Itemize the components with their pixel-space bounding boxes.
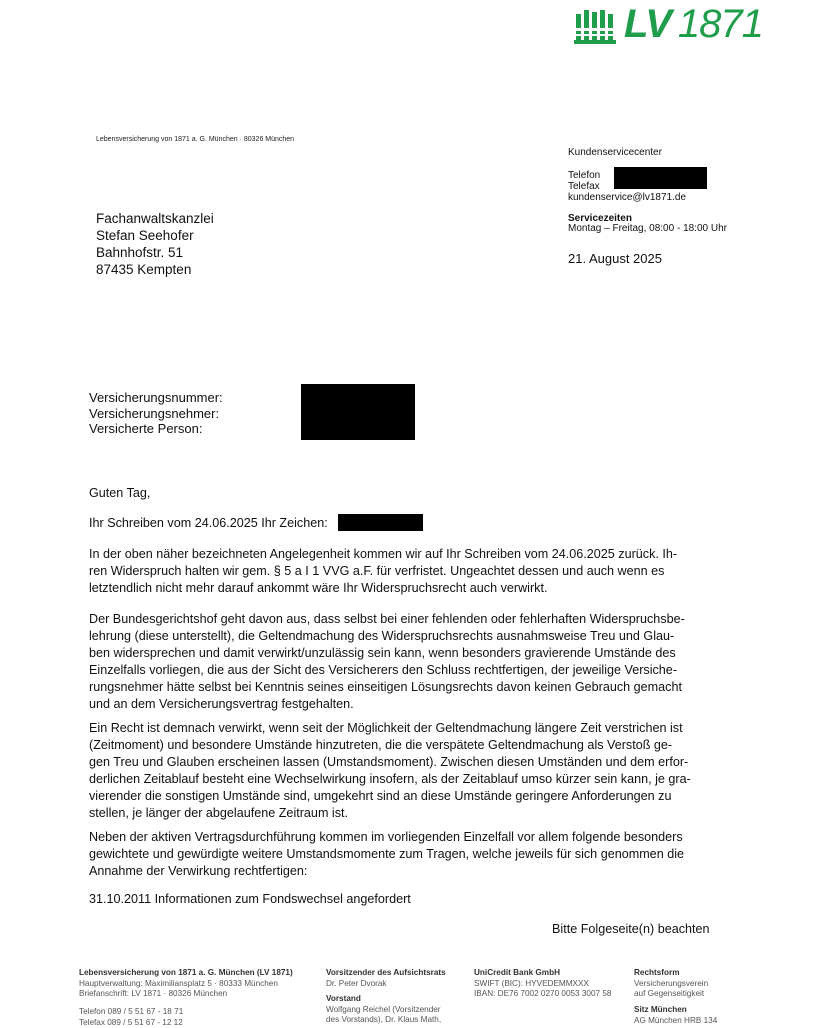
footer-line: Wolfgang Reichel (Vorsitzender [326,1005,441,1016]
footer-heading: Rechtsform [634,968,708,979]
footer-supervisory-board [326,968,446,989]
your-letter-line: Ihr Schreiben vom 24.06.2025 Ihr Zeichen: [89,515,729,532]
footer-line: AG München HRB 134 [634,1016,717,1027]
building-logo-icon [574,10,620,44]
fax-label: Telefax [568,181,600,192]
text-line: ben widersprechen und damit verwirkt/unzulässig sein kann, wenn besonders gravierende Umstände des [89,645,729,662]
footer-heading: Lebensversicherung von 1871 a. G. München (LV 1871) [79,968,293,979]
footer-line: IBAN: DE76 7002 0270 0053 3007 58 [474,989,611,1000]
footer-seat [634,1005,717,1026]
logo-wordmark: LV 1871 [624,2,763,47]
text-line: rungsnehmer hätte selbst bei Kenntnis seines einseitigen Lösungsrechts davon keinen Gebrauch gemacht [89,679,729,696]
footer-line: Briefanschrift: LV 1871 · 80326 München [79,989,293,1000]
service-hours: Montag – Freitag, 08:00 - 18:00 Uhr [568,223,727,234]
footer-line: SWIFT (BIC): HYVEDEMMXXX [474,979,611,990]
reference-labels [89,390,223,437]
reference-label: Versicherte Person: [89,421,223,437]
text-line: derlichen Zeitablauf besteht eine Wechselwirkung insofern, als der Zeitablauf umso kürzer sein kann, je gra- [89,771,729,788]
reference-label: Versicherungsnehmer: [89,406,223,422]
footer-company [79,968,293,1000]
footer-line: Telefax 089 / 5 51 67 - 12 12 [79,1018,183,1028]
footer-heading: Vorstand [326,994,441,1005]
text-line: gen Treu und Glauben erscheinen lassen (Umstandsmoment). Zwischen diesen Umständen und dem erfor- [89,754,729,771]
paragraph-3 [89,720,729,822]
text-line: Annahme der Verwirkung rechtfertigen: [89,863,729,880]
reference-label: Versicherungsnummer: [89,390,223,406]
service-email: kundenservice@lv1871.de [568,192,686,203]
redaction-reference-values [301,384,415,440]
footer-line: Telefon 089 / 5 51 67 - 18 71 [79,1007,183,1018]
footer-heading: Sitz München [634,1005,717,1016]
footer-line: des Vorstands), Dr. Klaus Math, [326,1015,441,1026]
text-line: und an dem Versicherungsvertrag festgehalten. [89,696,729,713]
next-page-note: Bitte Folgeseite(n) beachten [552,922,710,936]
footer-heading: UniCredit Bank GmbH [474,968,611,979]
footer-legal-form [634,968,708,1000]
text-line: In der oben näher bezeichneten Angelegenheit kommen wir auf Ihr Schreiben vom 24.06.2025 zurück. Ih- [89,546,729,563]
service-center-title: Kundenservicecenter [568,147,662,158]
recipient-line: Stefan Seehofer [96,227,214,244]
redaction-your-reference [338,514,423,531]
footer-heading: Vorsitzender des Aufsichtsrats [326,968,446,979]
text-line: ren Widerspruch halten wir gem. § 5 a I 1 VVG a.F. für verfristet. Ungeachtet dessen und auch wenn es [89,563,729,580]
text-line: Der Bundesgerichtshof geht davon aus, dass selbst bei einer fehlenden oder fehlerhaften Widerspruchsbe- [89,611,729,628]
footer-line: Dr. Peter Dvorak [326,979,446,990]
service-hours-title: Servicezeiten [568,213,632,224]
paragraph-2 [89,611,729,713]
greeting: Guten Tag, [89,485,729,502]
redaction-phone-fax [614,167,707,189]
text-line: vierender die sonstigen Umstände sind, umgekehrt sind an diese Umstände geringere Anforderungen zu [89,788,729,805]
phone-label: Telefon [568,170,600,181]
footer-executive-board [326,994,441,1026]
sender-return-line: Lebensversicherung von 1871 a. G. München · 80326 München [96,136,294,143]
recipient-line: Fachanwaltskanzlei [96,210,214,227]
text-line: gewichtete und gewürdigte weitere Umstandsmomente zum Tragen, welche jeweils für sich genommen die [89,846,729,863]
footer-company-contact [79,1007,183,1028]
lv1871-logo [574,6,764,46]
text-line: letztendlich nicht mehr darauf ankommt wäre Ihr Widerspruchsrecht auch verwirkt. [89,580,729,597]
text-line: lehrung (diese unterstellt), die Geltendmachung des Widerspruchsrechts ausnahmsweise Treu und Glau- [89,628,729,645]
text-line: Ein Recht ist demnach verwirkt, wenn seit der Möglichkeit der Geltendmachung längere Zeit verstrichen ist [89,720,729,737]
footer-bank [474,968,611,1000]
text-line: Neben der aktiven Vertragsdurchführung kommen im vorliegenden Einzelfall vor allem folgende besonders [89,829,729,846]
footer-line: Versicherungsverein [634,979,708,990]
paragraph-1 [89,546,729,597]
letter-date: 21. August 2025 [568,251,662,266]
text-line: Einzelfalls vorliegen, die aus der Sicht des Versicherers den Schluss rechtfertigen, der jeweilige Versiche- [89,662,729,679]
recipient-address [96,210,214,278]
text-line: stellen, je länger der abgelaufene Zeitraum ist. [89,805,729,822]
paragraph-4 [89,829,729,880]
footer-line: Hauptverwaltung: Maximiliansplatz 5 · 80333 München [79,979,293,990]
footer-line: auf Gegenseitigkeit [634,989,708,1000]
text-line: (Zeitmoment) und besondere Umstände hinzutreten, die die verspätete Geltendmachung als Verstoß ge- [89,737,729,754]
recipient-line: 87435 Kempten [96,261,214,278]
timeline-entry: 31.10.2011 Informationen zum Fondswechsel angefordert [89,891,729,908]
recipient-line: Bahnhofstr. 51 [96,244,214,261]
